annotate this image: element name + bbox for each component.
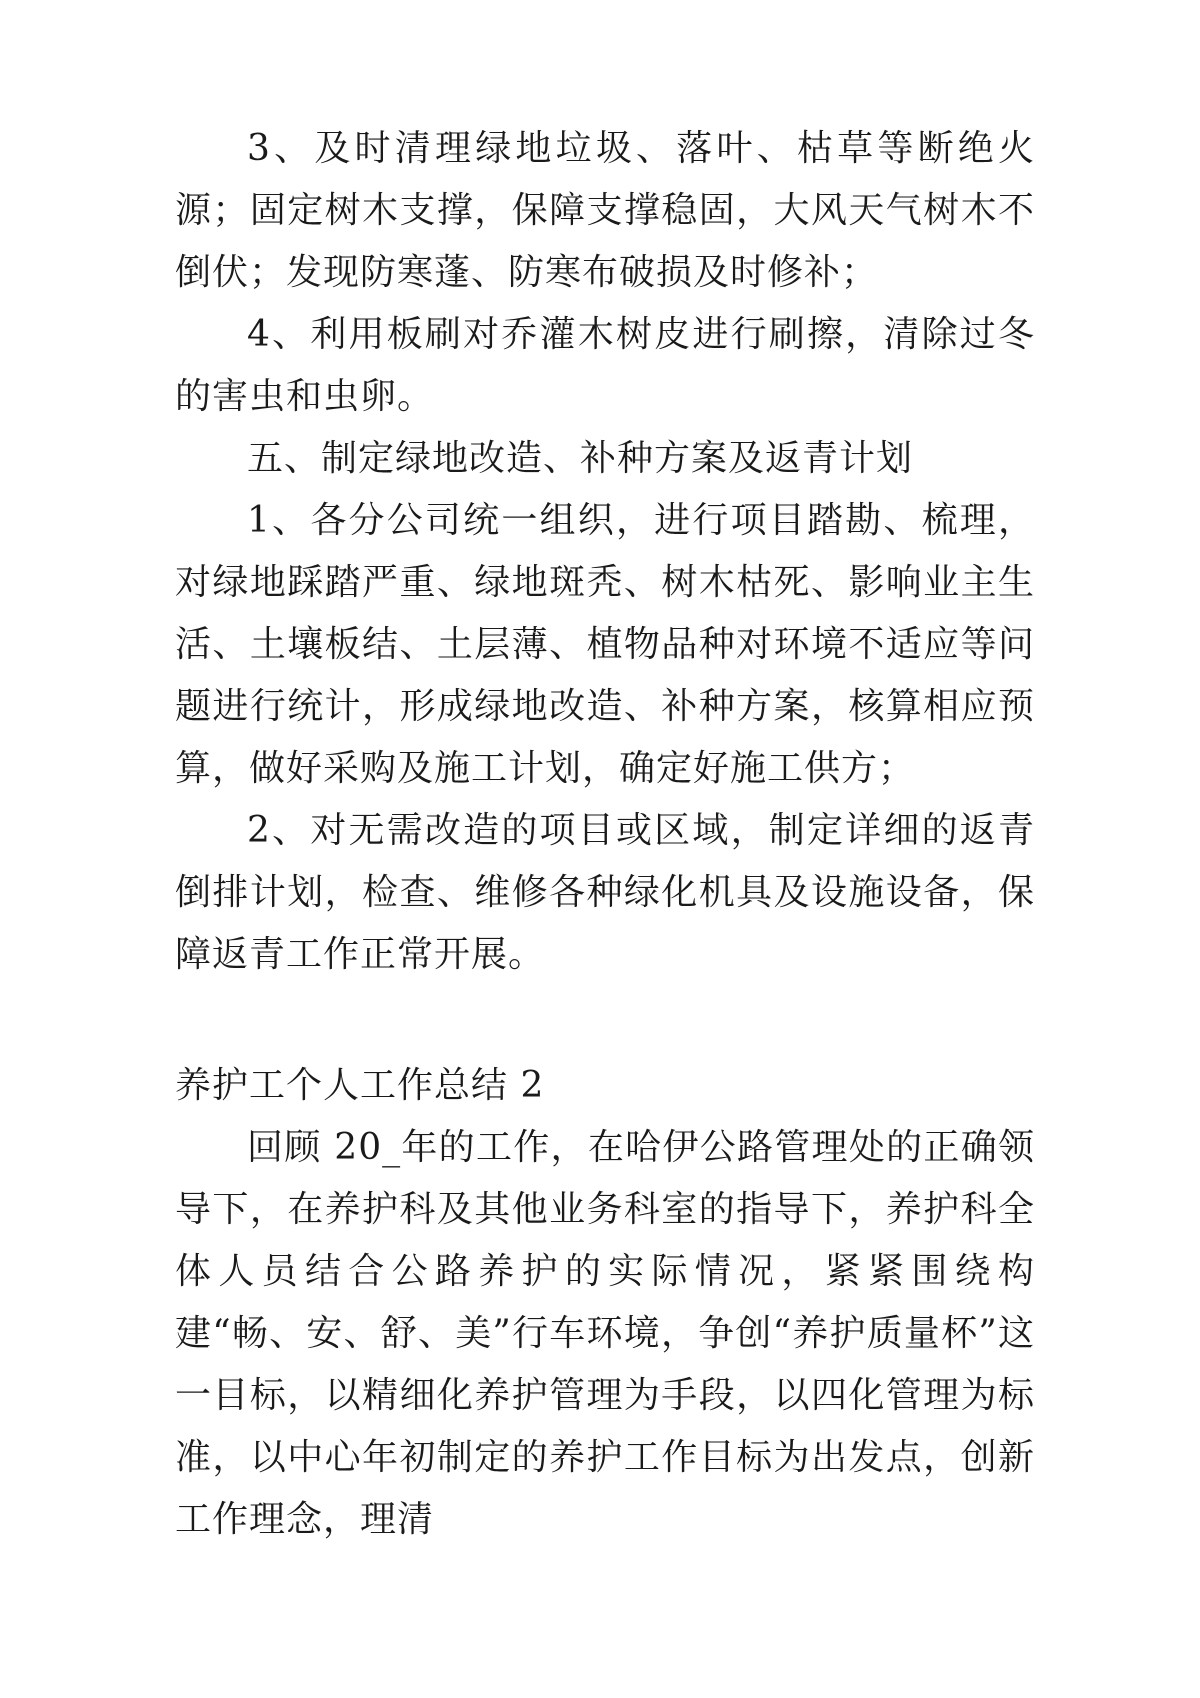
paragraph-item-1: 1、各分公司统一组织，进行项目踏勘、梳理，对绿地踩踏严重、绿地斑秃、树木枯死、影响业主生活、土壤板结、土层薄、植物品种对环境不适应等问题进行统计，形成绿地改造、补种方案，核算相应预算，做好采购及施工计划，确定好施工供方； <box>175 500 1035 789</box>
section-title: 养护工个人工作总结 2 <box>175 1065 545 1106</box>
section-heading-five: 五、制定绿地改造、补种方案及返青计划 <box>247 438 914 479</box>
paragraph-item-4: 4、利用板刷对乔灌木树皮进行刷擦，清除过冬的害虫和虫卵。 <box>175 314 1035 417</box>
paragraph-item-3: 3、及时清理绿地垃圾、落叶、枯草等断绝火源；固定树木支撑，保障支撑稳固，大风天气树木不倒伏；发现防寒蓬、防寒布破损及时修补； <box>175 128 1035 293</box>
paragraph-item-2: 2、对无需改造的项目或区域，制定详细的返青倒排计划，检查、维修各种绿化机具及设施设备，保障返青工作正常开展。 <box>175 810 1035 975</box>
section-two <box>175 1055 1035 1551</box>
summary-paragraph: 回顾 20_年的工作，在哈伊公路管理处的正确领导下，在养护科及其他业务科室的指导下，养护科全体人员结合公路养护的实际情况，紧紧围绕构建“畅、安、舒、美”行车环境，争创“养护质量杯”这一目标，以精细化养护管理为手段，以四化管理为标准，以中心年初制定的养护工作目标为出发点，创新工作理念，理清 <box>175 1127 1035 1540</box>
section-one <box>175 118 1035 986</box>
